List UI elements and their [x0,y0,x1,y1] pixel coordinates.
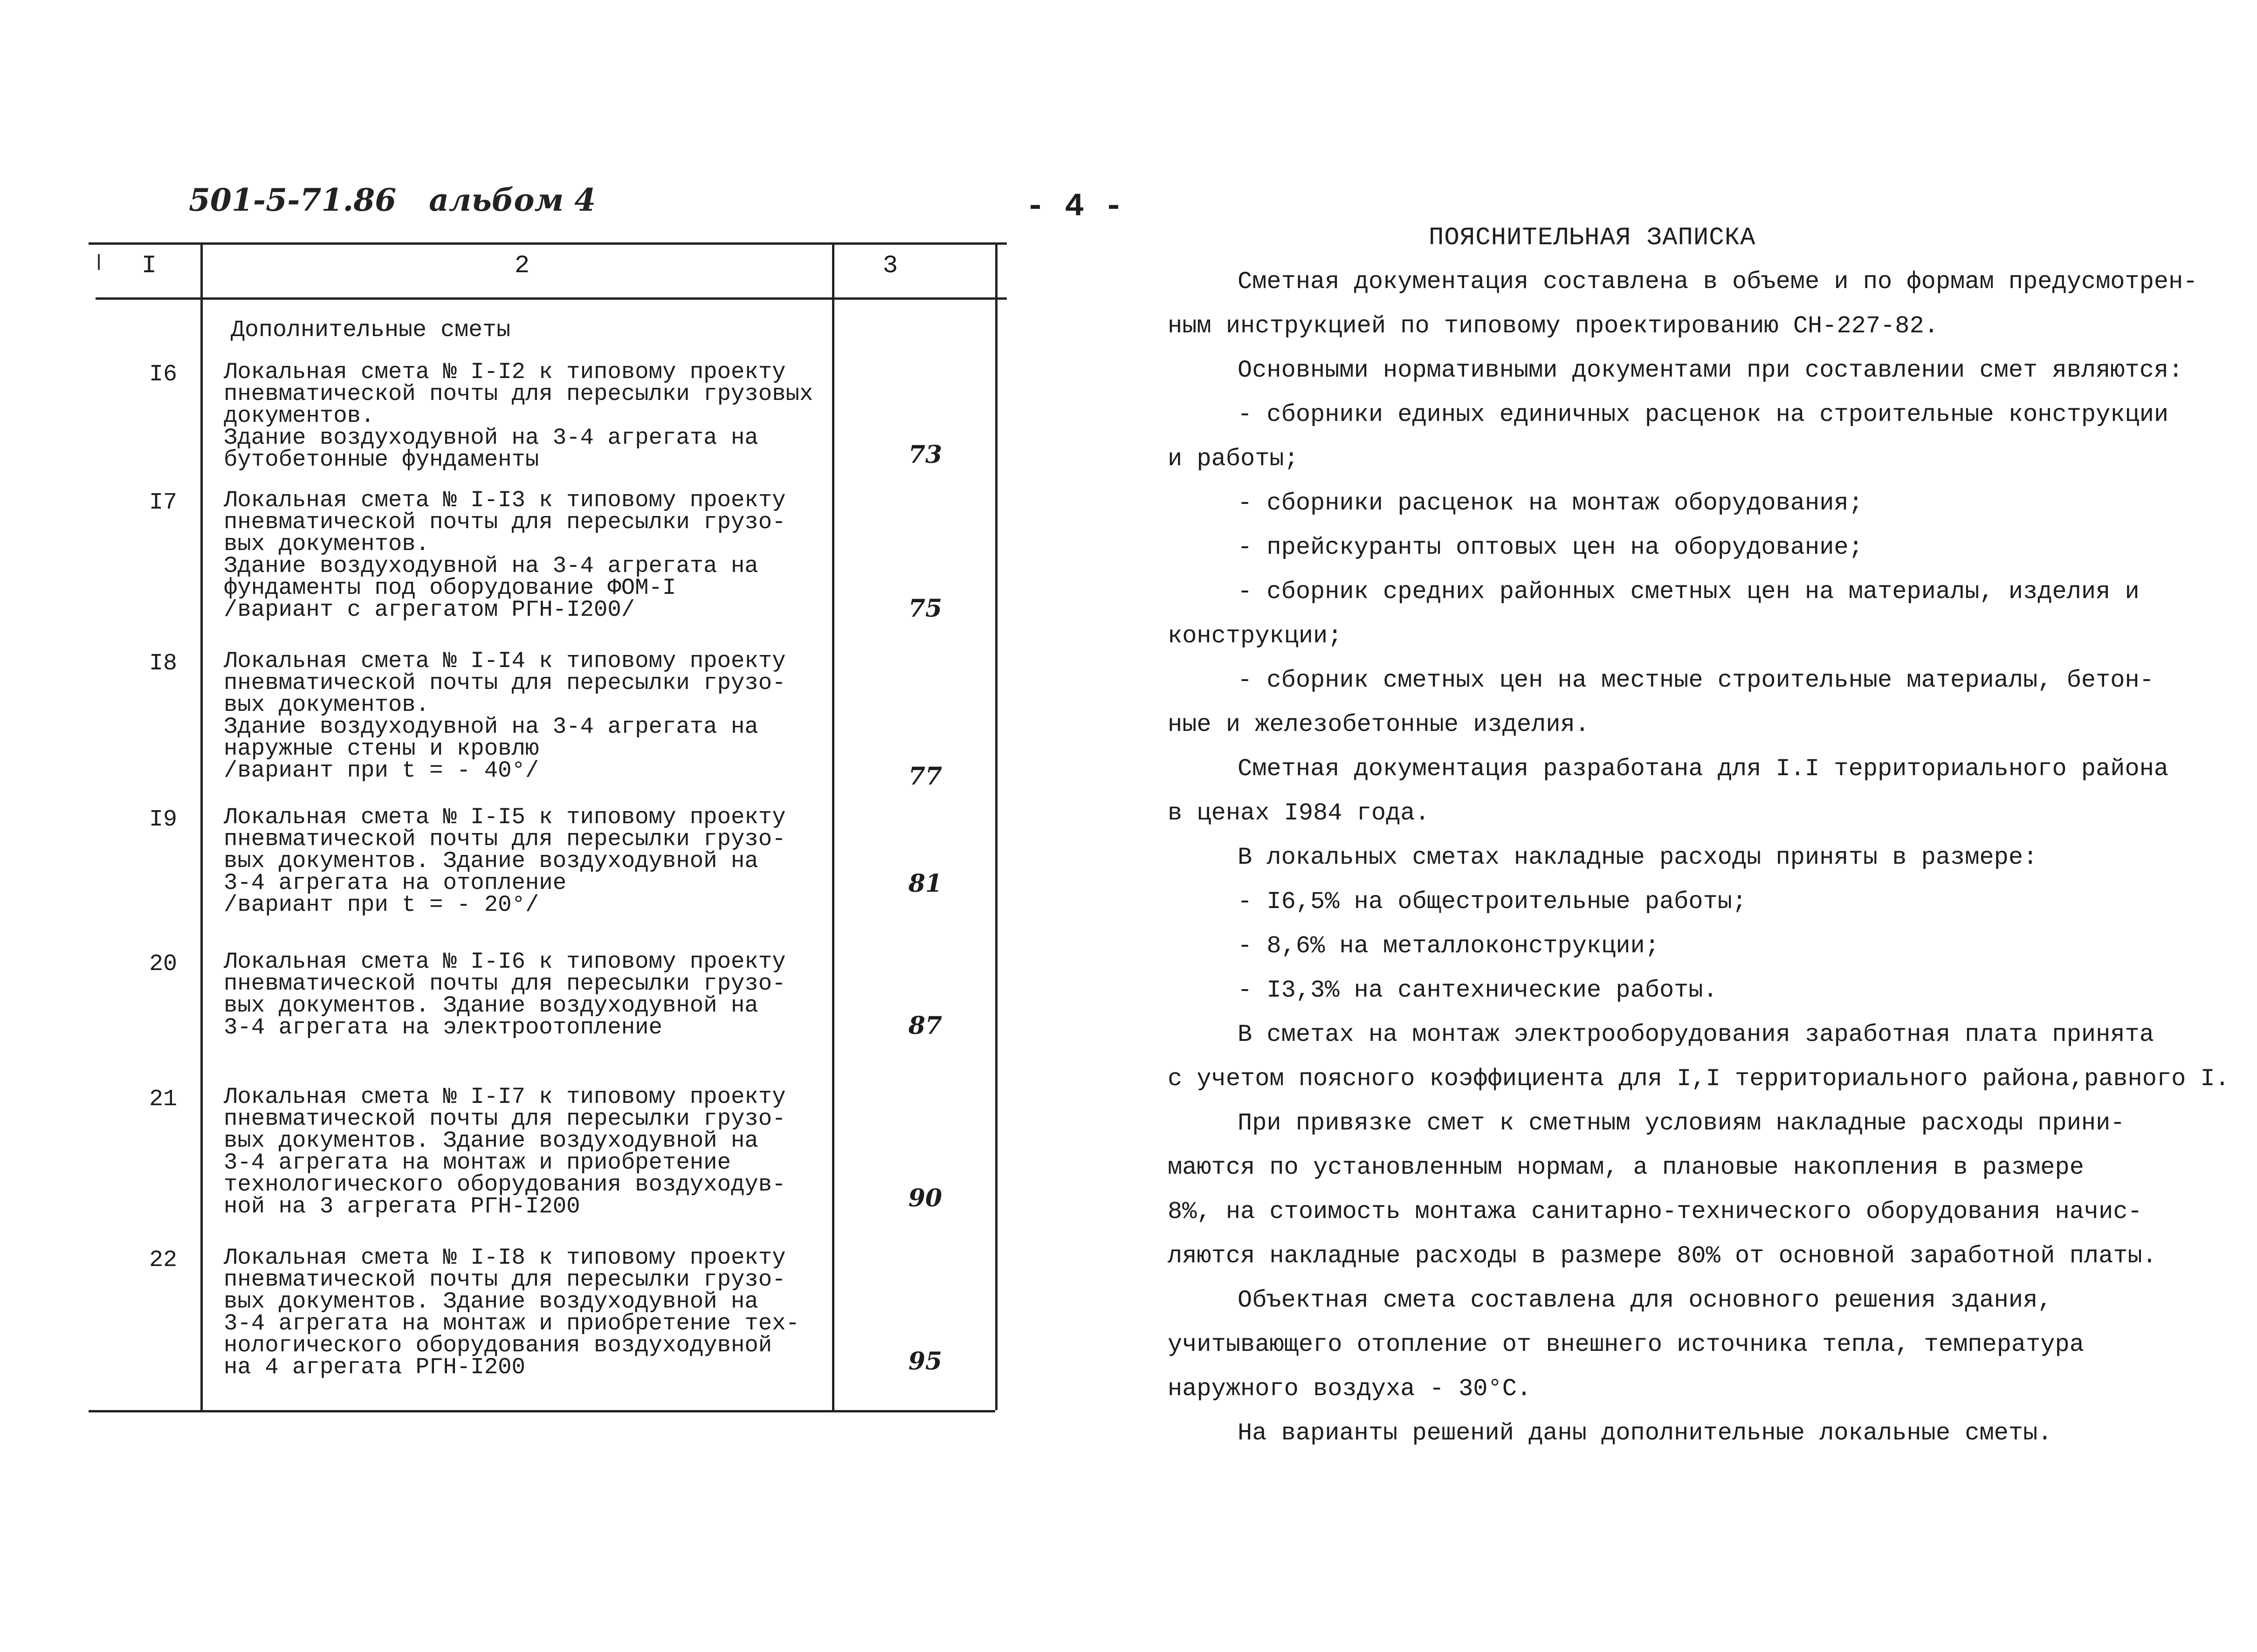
row-page: 73 [908,441,943,469]
note-line: - I6,5% на общестроительные работы; [1238,888,1747,915]
row-page: 87 [908,1012,943,1040]
note-line: конструкции; [1168,622,1342,650]
table-bottom-rule [89,1410,995,1412]
table-top-rule [89,242,1007,245]
row-number: 21 [149,1086,178,1113]
row-number: I7 [149,489,178,516]
row-number: I6 [149,361,178,388]
note-line: - сборник средних районных сметных цен на материалы, изделия и [1238,578,2140,606]
row-description: Локальная смета № I-I4 к типовому проекту пневматической почты для пересылки грузо- вых документов. Здание воздуходувной на 3-4 агрегата на наружные стены и кровлю /вариант при t = - 40°/ [224,648,786,784]
row-page: 95 [908,1347,943,1376]
note-title: ПОЯСНИТЕЛЬНАЯ ЗАПИСКА [1429,224,1756,252]
handwritten-code: 501-5-71.86 [189,182,397,218]
note-line: В сметах на монтаж электрооборудования заработная плата принята [1238,1021,2154,1048]
note-line: - 8,6% на металлоконструкции; [1238,932,1659,960]
page-number: - 4 - [1025,189,1124,226]
note-line: - сборники единых единичных расценок на строительные конструкции [1238,401,2169,428]
row-page: 81 [908,869,943,898]
note-line: и работы; [1168,445,1299,473]
note-line: маются по установленным нормам, а плановые накопления в размере [1168,1154,2084,1181]
note-line: - сборник сметных цен на местные строительные материалы, бетон- [1238,667,2154,694]
note-line: Основными нормативными документами при составлении смет являются: [1238,357,2183,384]
note-line: - сборники расценок на монтаж оборудования; [1238,489,1863,517]
note-line: - I3,3% на сантехнические работы. [1238,977,1718,1004]
note-line: В локальных сметах накладные расходы приняты в размере: [1238,844,2038,871]
row-number: I9 [149,806,178,833]
note-line: Сметная документация составлена в объеме и по формам предусмотрен- [1238,268,2198,296]
section-title: Дополнительные сметы [231,317,511,344]
row-description: Локальная смета № I-I5 к типовому проекту пневматической почты для пересылки грузо- вых документов. Здание воздуходувной на 3-4 агрегата на отопление /вариант при t = - 20°/ [224,804,786,918]
row-description: Локальная смета № I-I7 к типовому проекту пневматической почты для пересылки грузо- вых документов. Здание воздуходувной на 3-4 агрегата на монтаж и приобретение технологического оборудования воздуходув- ной на 3 агрегата РГН-I200 [224,1084,786,1219]
contents-table [89,242,1007,1417]
note-line: 8%, на стоимость монтажа санитарно-технического оборудования начис- [1168,1198,2142,1225]
row-page: 90 [908,1184,943,1212]
row-number: 20 [149,951,178,977]
handwritten-album-reference [189,182,628,218]
note-line: - прейскуранты оптовых цен на оборудование; [1238,534,1863,561]
note-line: с учетом поясного коэффициента для I,I территориального района,равного I. [1168,1065,2229,1093]
row-description: Локальная смета № I-I2 к типовому проекту пневматической почты для пересылки грузовых документов. Здание воздуходувной на 3-4 агрегата на бутобетонные фундаменты [224,359,813,473]
row-description: Локальная смета № I-I8 к типовому проекту пневматической почты для пересылки грузо- вых документов. Здание воздуходувной на 3-4 агрегата на монтаж и приобретение тех- нологического оборудования воздуходувной на 4 агрегата РГН-I200 [224,1245,800,1380]
handwritten-album: альбом 4 [429,182,596,218]
column-header-3: 3 [882,252,898,280]
note-line: учитывающего отопление от внешнего источника тепла, температура [1168,1331,2084,1358]
column-header-2: 2 [514,252,530,280]
column-divider-1 [200,242,203,1410]
column-divider-3 [995,242,998,1410]
note-line: ным инструкцией по типовому проектированию СН-227-82. [1168,312,1939,340]
row-description: Локальная смета № I-I6 к типовому проекту пневматической почты для пересылки грузо- вых документов. Здание воздуходувной на 3-4 агрегата на электроотопление [224,949,786,1040]
note-line: При привязке смет к сметным условиям накладные расходы прини- [1238,1109,2125,1137]
note-line: ляются накладные расходы в размере 80% от основной заработной платы. [1168,1242,2157,1270]
row-page: 77 [908,762,943,791]
note-line: ные и железобетонные изделия. [1168,711,1590,738]
note-line: Объектная смета составлена для основного решения здания, [1238,1287,2052,1314]
note-line: в ценах I984 года. [1168,799,1430,827]
row-page: 75 [908,594,943,623]
row-number: I8 [149,650,178,677]
row-number: 22 [149,1247,178,1273]
column-header-1: I [141,252,157,280]
row-description: Локальная смета № I-I3 к типовому проекту пневматической почты для пересылки грузо- вых документов. Здание воздуходувной на 3-4 агрегата на фундаменты под оборудование ФОМ-I /вариант с агрегатом РГН-I200/ [224,487,786,623]
table-header-rule [96,297,1007,300]
note-line: Сметная документация разработана для I.I территориального района [1238,755,2169,783]
note-line: наружного воздуха - 30°С. [1168,1375,1532,1403]
note-line: На варианты решений даны дополнительные локальные сметы. [1238,1419,2052,1447]
